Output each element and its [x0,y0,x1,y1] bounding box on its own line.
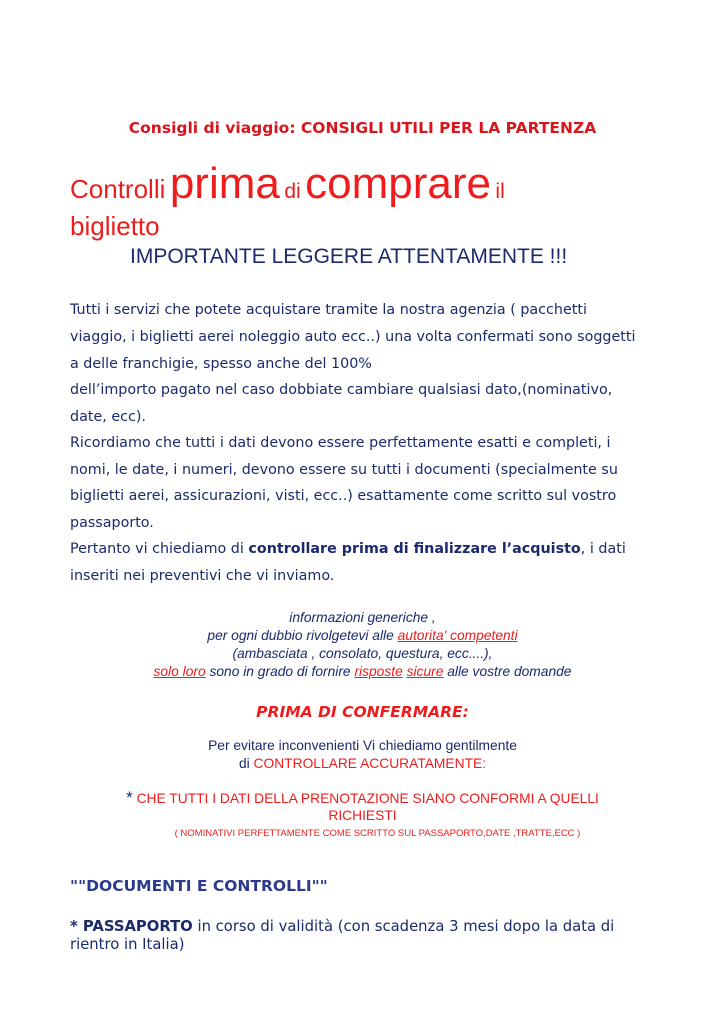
text-segment: sono in grado di fornire [205,664,355,679]
page-subtitle: Consigli di viaggio: CONSIGLI UTILI PER LA PARTENZA [128,119,597,137]
body-line: biglietti aerei, assicurazioni, visti, ecc..) esattamente come scritto sul vostro [70,488,617,504]
avoid-line: Per evitare inconvenienti Vi chiediamo gentilmente [208,738,517,753]
body-line: date, ecc). [70,409,146,425]
avoid-line-controllare [0,756,725,771]
info-line: (ambasciata , consolato, questura, ecc....), [232,646,493,661]
controllare-text: CONTROLLARE ACCURATAMENTE: [253,756,487,771]
body-line: Ricordiamo che tutti i dati devono essere perfettamente esatti e completi, i [70,435,611,451]
body-line: nomi, le date, i numeri, devono essere su tutti i documenti (specialmente su [70,462,618,478]
solo-loro-link[interactable]: solo loro [153,664,206,679]
passport-label: * PASSAPORTO [70,918,193,935]
check-line: RICHIESTI [328,808,397,823]
title-word-prima: prima [169,159,280,208]
title-word-di: di [284,180,301,203]
check-text: CHE TUTTI I DATI DELLA PRENOTAZIONE SIANO CONFORMI A QUELLI [132,791,599,806]
body-line-pertanto [70,541,626,557]
body-line: Tutti i servizi che potete acquistare tramite la nostra agenzia ( pacchetti [70,302,587,318]
title-word-controlli: Controlli [70,174,166,204]
body-line: passaporto. [70,515,154,531]
text-segment: alle vostre domande [443,664,572,679]
title-word-biglietto: biglietto [70,211,160,241]
section-heading-documenti: ""DOCUMENTI E CONTROLLI"" [70,877,328,895]
passport-line [70,918,614,935]
autorita-competenti-link[interactable]: autorita' competenti [397,628,518,643]
text-segment: di [238,756,254,771]
section-heading-prima-confermare: PRIMA DI CONFERMARE: [256,703,469,721]
body-line: viaggio, i biglietti aerei noleggio auto ecc..) una volta confermati sono soggetti [70,329,636,345]
text-segment: , i dati [580,541,626,557]
bullet-star-icon: * [126,788,133,807]
passport-text: in corso di validità (con scadenza 3 mesi dopo la data di [192,918,615,935]
info-line-authorities [0,628,725,643]
title-word-il: il [495,180,505,203]
important-notice: IMPORTANTE LEGGERE ATTENTAMENTE !!! [130,245,568,268]
main-title [70,159,710,208]
risposte-link[interactable]: risposte [354,664,403,679]
text-segment: Pertanto vi chiediamo di [70,541,249,557]
bold-segment: controllare prima di finalizzare l’acquisto [248,541,581,557]
passport-line: rientro in Italia) [70,936,185,953]
sicure-link[interactable]: sicure [406,664,444,679]
check-note: ( NOMINATIVI PERFETTAMENTE COME SCRITTO SUL PASSAPORTO,DATE ,TRATTE,ECC ) [174,828,581,839]
info-line-answers [0,664,725,679]
body-line: inseriti nei preventivi che vi inviamo. [70,568,335,584]
check-line [0,788,725,808]
title-word-comprare: comprare [305,159,491,208]
body-line: a delle franchigie, spesso anche del 100% [70,356,372,372]
body-line: dell’importo pagato nel caso dobbiate cambiare qualsiasi dato,(nominativo, [70,382,613,398]
text-segment: per ogni dubbio rivolgetevi alle [207,628,398,643]
info-line: informazioni generiche , [289,610,436,625]
